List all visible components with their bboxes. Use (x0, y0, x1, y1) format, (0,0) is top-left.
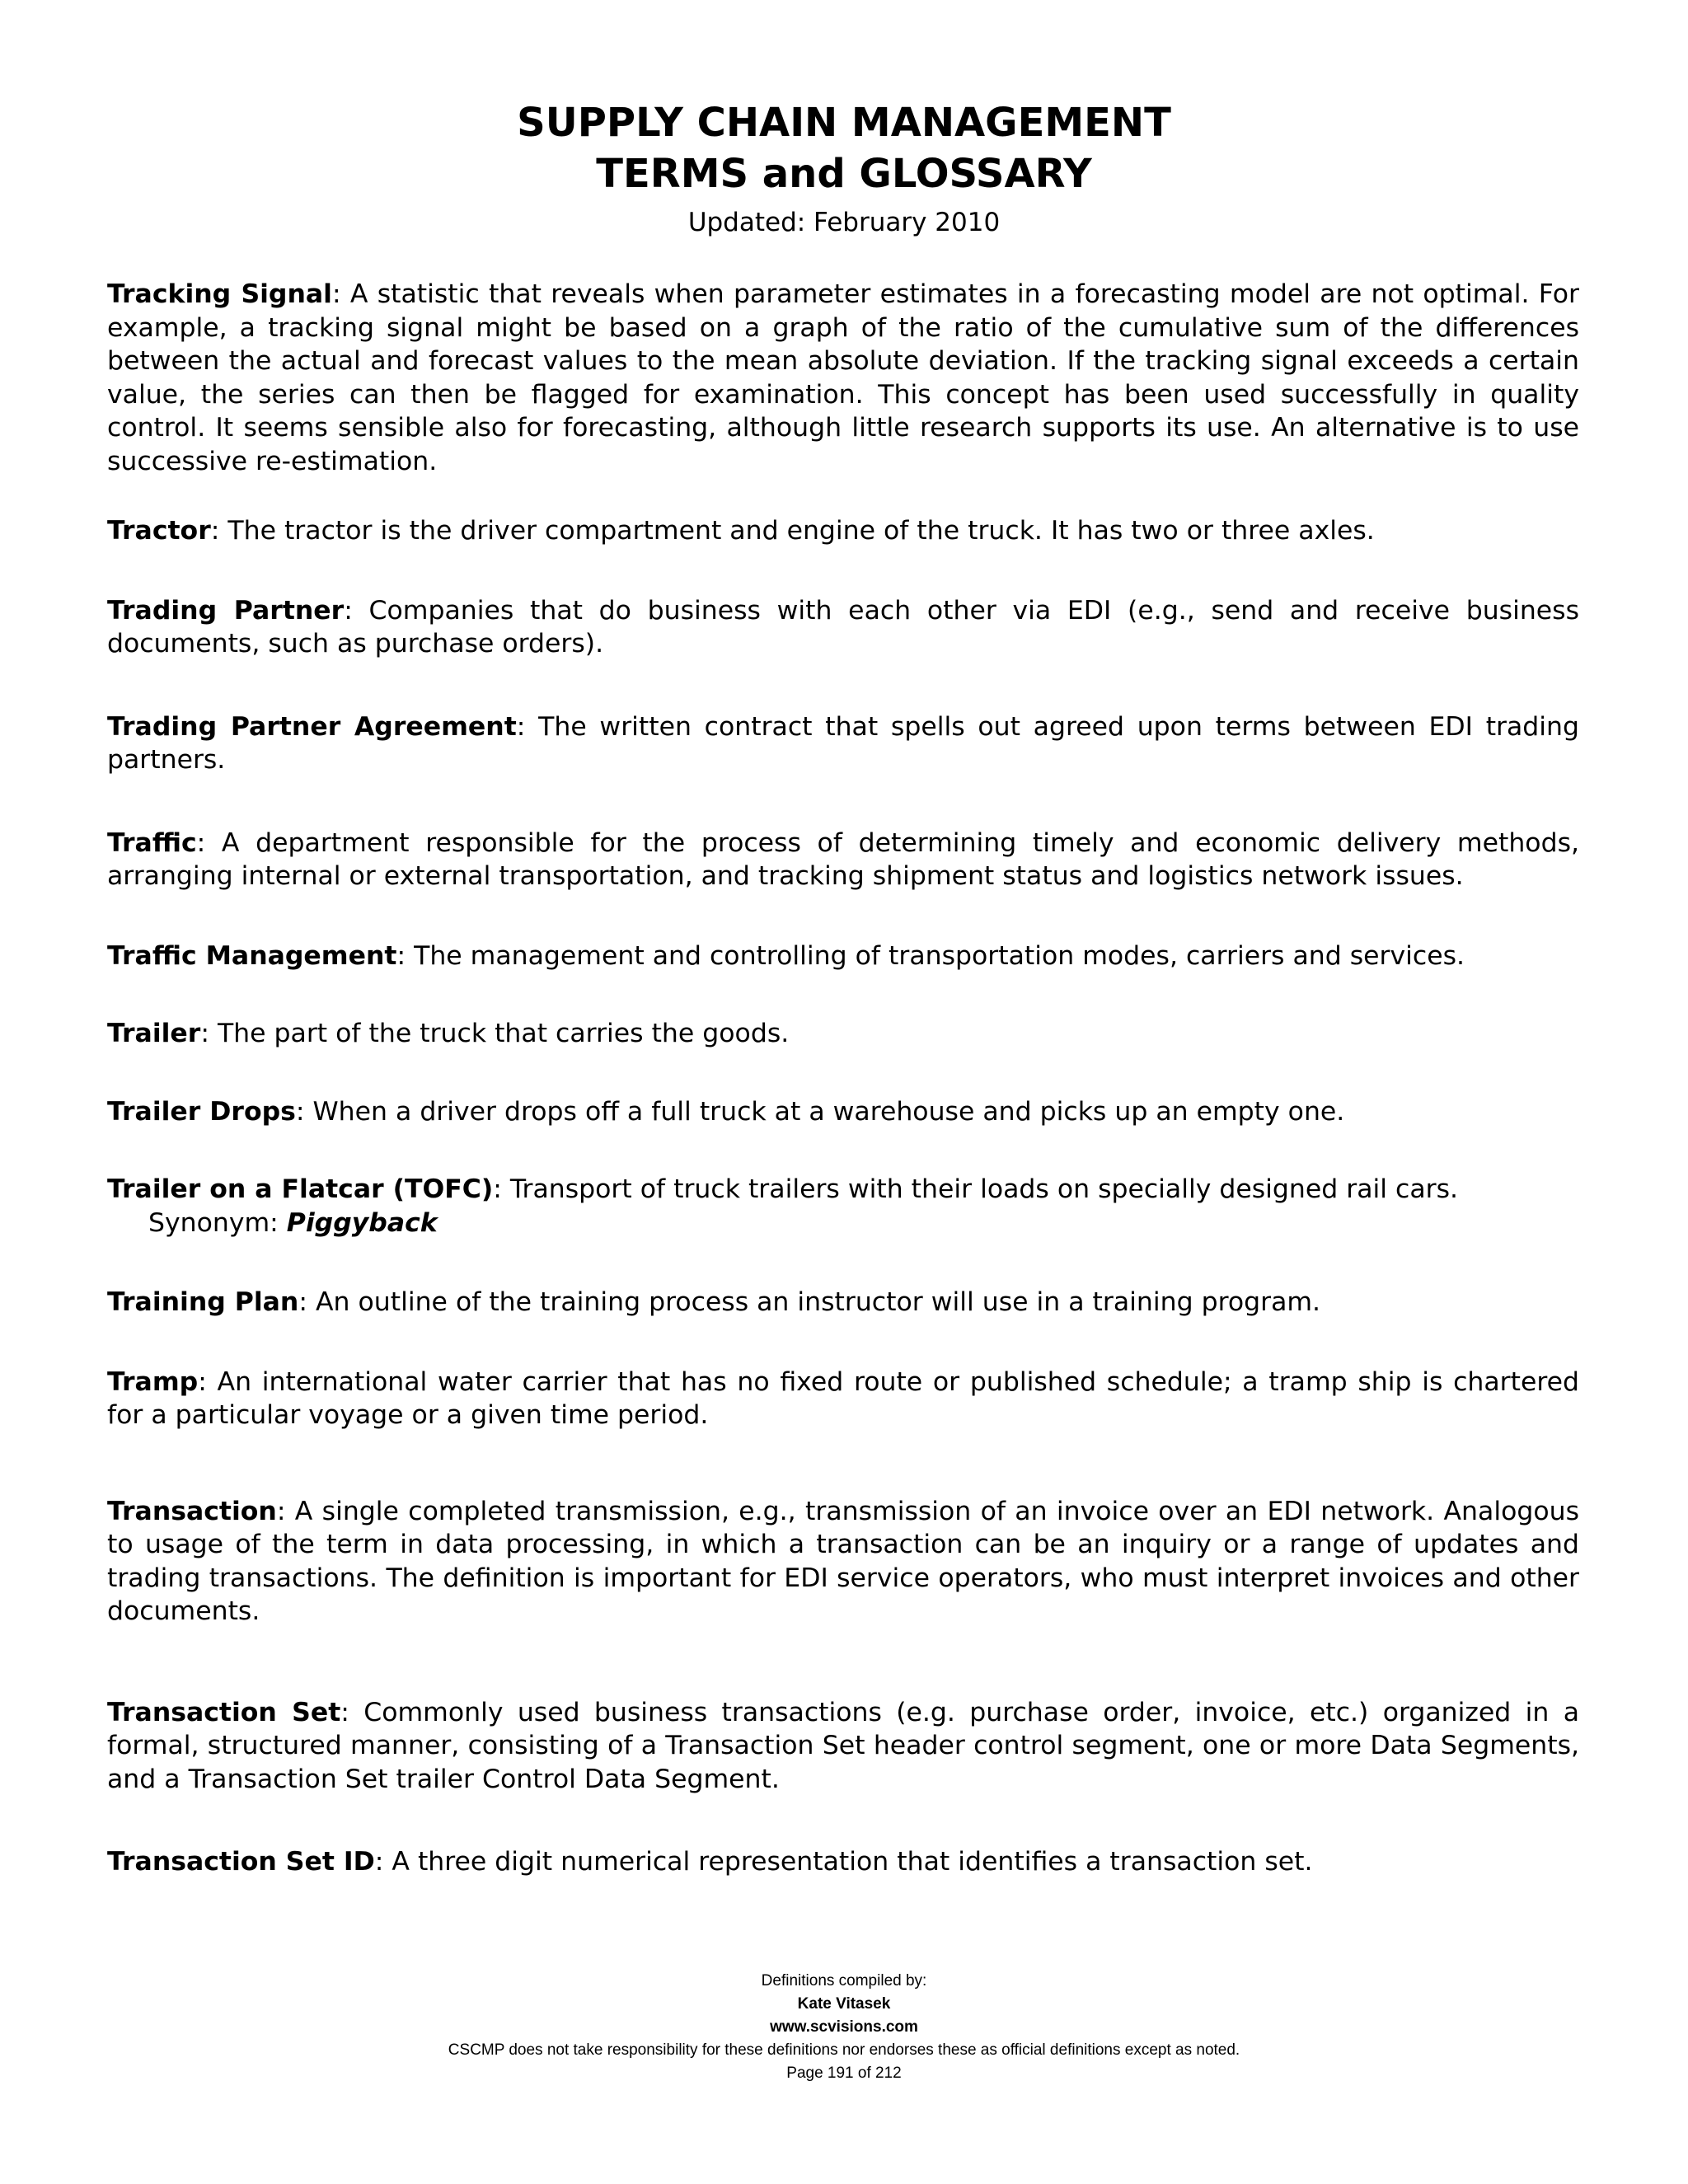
glossary-entry-tracking-signal (107, 278, 1579, 478)
synonym-term: Piggyback (286, 1207, 438, 1238)
entry-definition: : The management and controlling of transportation modes, carriers and services. (396, 940, 1465, 971)
entry-term: Trading Partner (107, 595, 345, 626)
entry-definition: : A single completed transmission, e.g., transmission of an invoice over an EDI network. Analogous to usage of the term in data processing, in which a transaction can be an inquiry or a range of updates and trading transactions. The definition is important for EDI service operators, who must interpret invoices and other documents. (107, 1496, 1579, 1626)
glossary-entry-traffic (107, 827, 1579, 893)
entry-definition: : An outline of the training process an instructor will use in a training program. (298, 1287, 1321, 1317)
entry-term: Trailer on a Flatcar (TOFC) (107, 1174, 494, 1204)
entry-definition: : A department responsible for the process of determining timely and economic delivery methods, arranging internal or external transportation, and tracking shipment status and logistics network issues. (107, 827, 1579, 891)
glossary-entry-tractor (107, 514, 1579, 548)
title-line-2: TERMS and GLOSSARY (596, 151, 1092, 197)
entry-term: Traffic (107, 827, 197, 858)
entry-definition: : A statistic that reveals when parameter estimates in a forecasting model are not optimal. For example, a tracking signal might be based on a graph of the ratio of the cumulative sum of the differences between the actual and forecast values to the mean absolute deviation. If the tracking signal exceeds a certain value, the series can then be flagged for examination. This concept has been used successfully in quality control. It seems sensible also for forecasting, although little research supports its use. An alternative is to use successive re-estimation. (107, 279, 1579, 476)
glossary-entry-transaction-set-id (107, 1845, 1579, 1879)
entry-term: Training Plan (107, 1287, 299, 1317)
entry-definition: : The part of the truck that carries the goods. (200, 1019, 790, 1048)
glossary-entry-transaction (107, 1495, 1579, 1629)
entry-term: Tramp (107, 1366, 199, 1397)
glossary-entry-trailer-on-a-flatcar (107, 1173, 1579, 1207)
entry-term: Tracking Signal (107, 279, 332, 309)
entry-definition: : A three digit numerical representation that identifies a transaction set. (374, 1847, 1313, 1877)
glossary-entries (107, 278, 1579, 1879)
glossary-entry-transaction-set (107, 1696, 1579, 1797)
synonym-label: Synonym: (148, 1207, 287, 1238)
entry-definition: : The tractor is the driver compartment and engine of the truck. It has two or three axles. (210, 516, 1375, 546)
entry-term: Trailer Drops (107, 1096, 296, 1127)
document-header (0, 97, 1688, 241)
entry-term: Transaction Set ID (107, 1847, 375, 1877)
glossary-entry-training-plan (107, 1286, 1579, 1319)
entry-definition: : Companies that do business with each other via EDI (e.g., send and receive business documents, such as purchase orders). (107, 595, 1579, 658)
entry-definition: : An international water carrier that has no fixed route or published schedule; a tramp ship is chartered for a particular voyage or a given time period. (107, 1366, 1579, 1430)
glossary-entry-trailer (107, 1017, 1579, 1051)
synonym-line (107, 1207, 1579, 1240)
entry-definition: : Transport of truck trailers with their loads on specially designed rail cars. (493, 1174, 1459, 1204)
footer-website: www.scvisions.com (770, 2018, 918, 2036)
entry-definition: : The written contract that spells out agreed upon terms between EDI trading partners. (107, 711, 1580, 775)
entry-term: Traffic Management (107, 940, 397, 971)
footer-page-number: Page 191 of 212 (786, 2064, 902, 2082)
entry-definition: : When a driver drops off a full truck at a warehouse and picks up an empty one. (295, 1096, 1345, 1127)
glossary-entry-trailer-drops (107, 1095, 1579, 1129)
glossary-entry-trading-partner (107, 594, 1579, 661)
updated-date: Updated: February 2010 (687, 208, 1001, 237)
footer-author: Kate Vitasek (797, 1995, 891, 2013)
entry-definition: : Commonly used business transactions (e.g. purchase order, invoice, etc.) organized in a formal, structured manner, consisting of a Transaction Set header control segment, one or more Data Segments, and a Transaction Set trailer Control Data Segment. (107, 1697, 1579, 1794)
document-footer (0, 1970, 1688, 2085)
entry-term: Trailer (107, 1019, 201, 1048)
title-line-1: SUPPLY CHAIN MANAGEMENT (517, 100, 1171, 146)
entry-term: Trading Partner Agreement (107, 711, 517, 742)
footer-disclaimer: CSCMP does not take responsibility for these definitions nor endorses these as official definitions except as noted. (448, 2041, 1240, 2059)
entry-term: Tractor (107, 516, 211, 546)
footer-compiled-by: Definitions compiled by: (761, 1972, 927, 1990)
entry-term: Transaction (107, 1496, 277, 1526)
glossary-entry-trading-partner-agreement (107, 710, 1579, 777)
entry-term: Transaction Set (107, 1697, 341, 1727)
glossary-entry-traffic-management (107, 940, 1579, 973)
glossary-entry-tramp (107, 1366, 1579, 1432)
